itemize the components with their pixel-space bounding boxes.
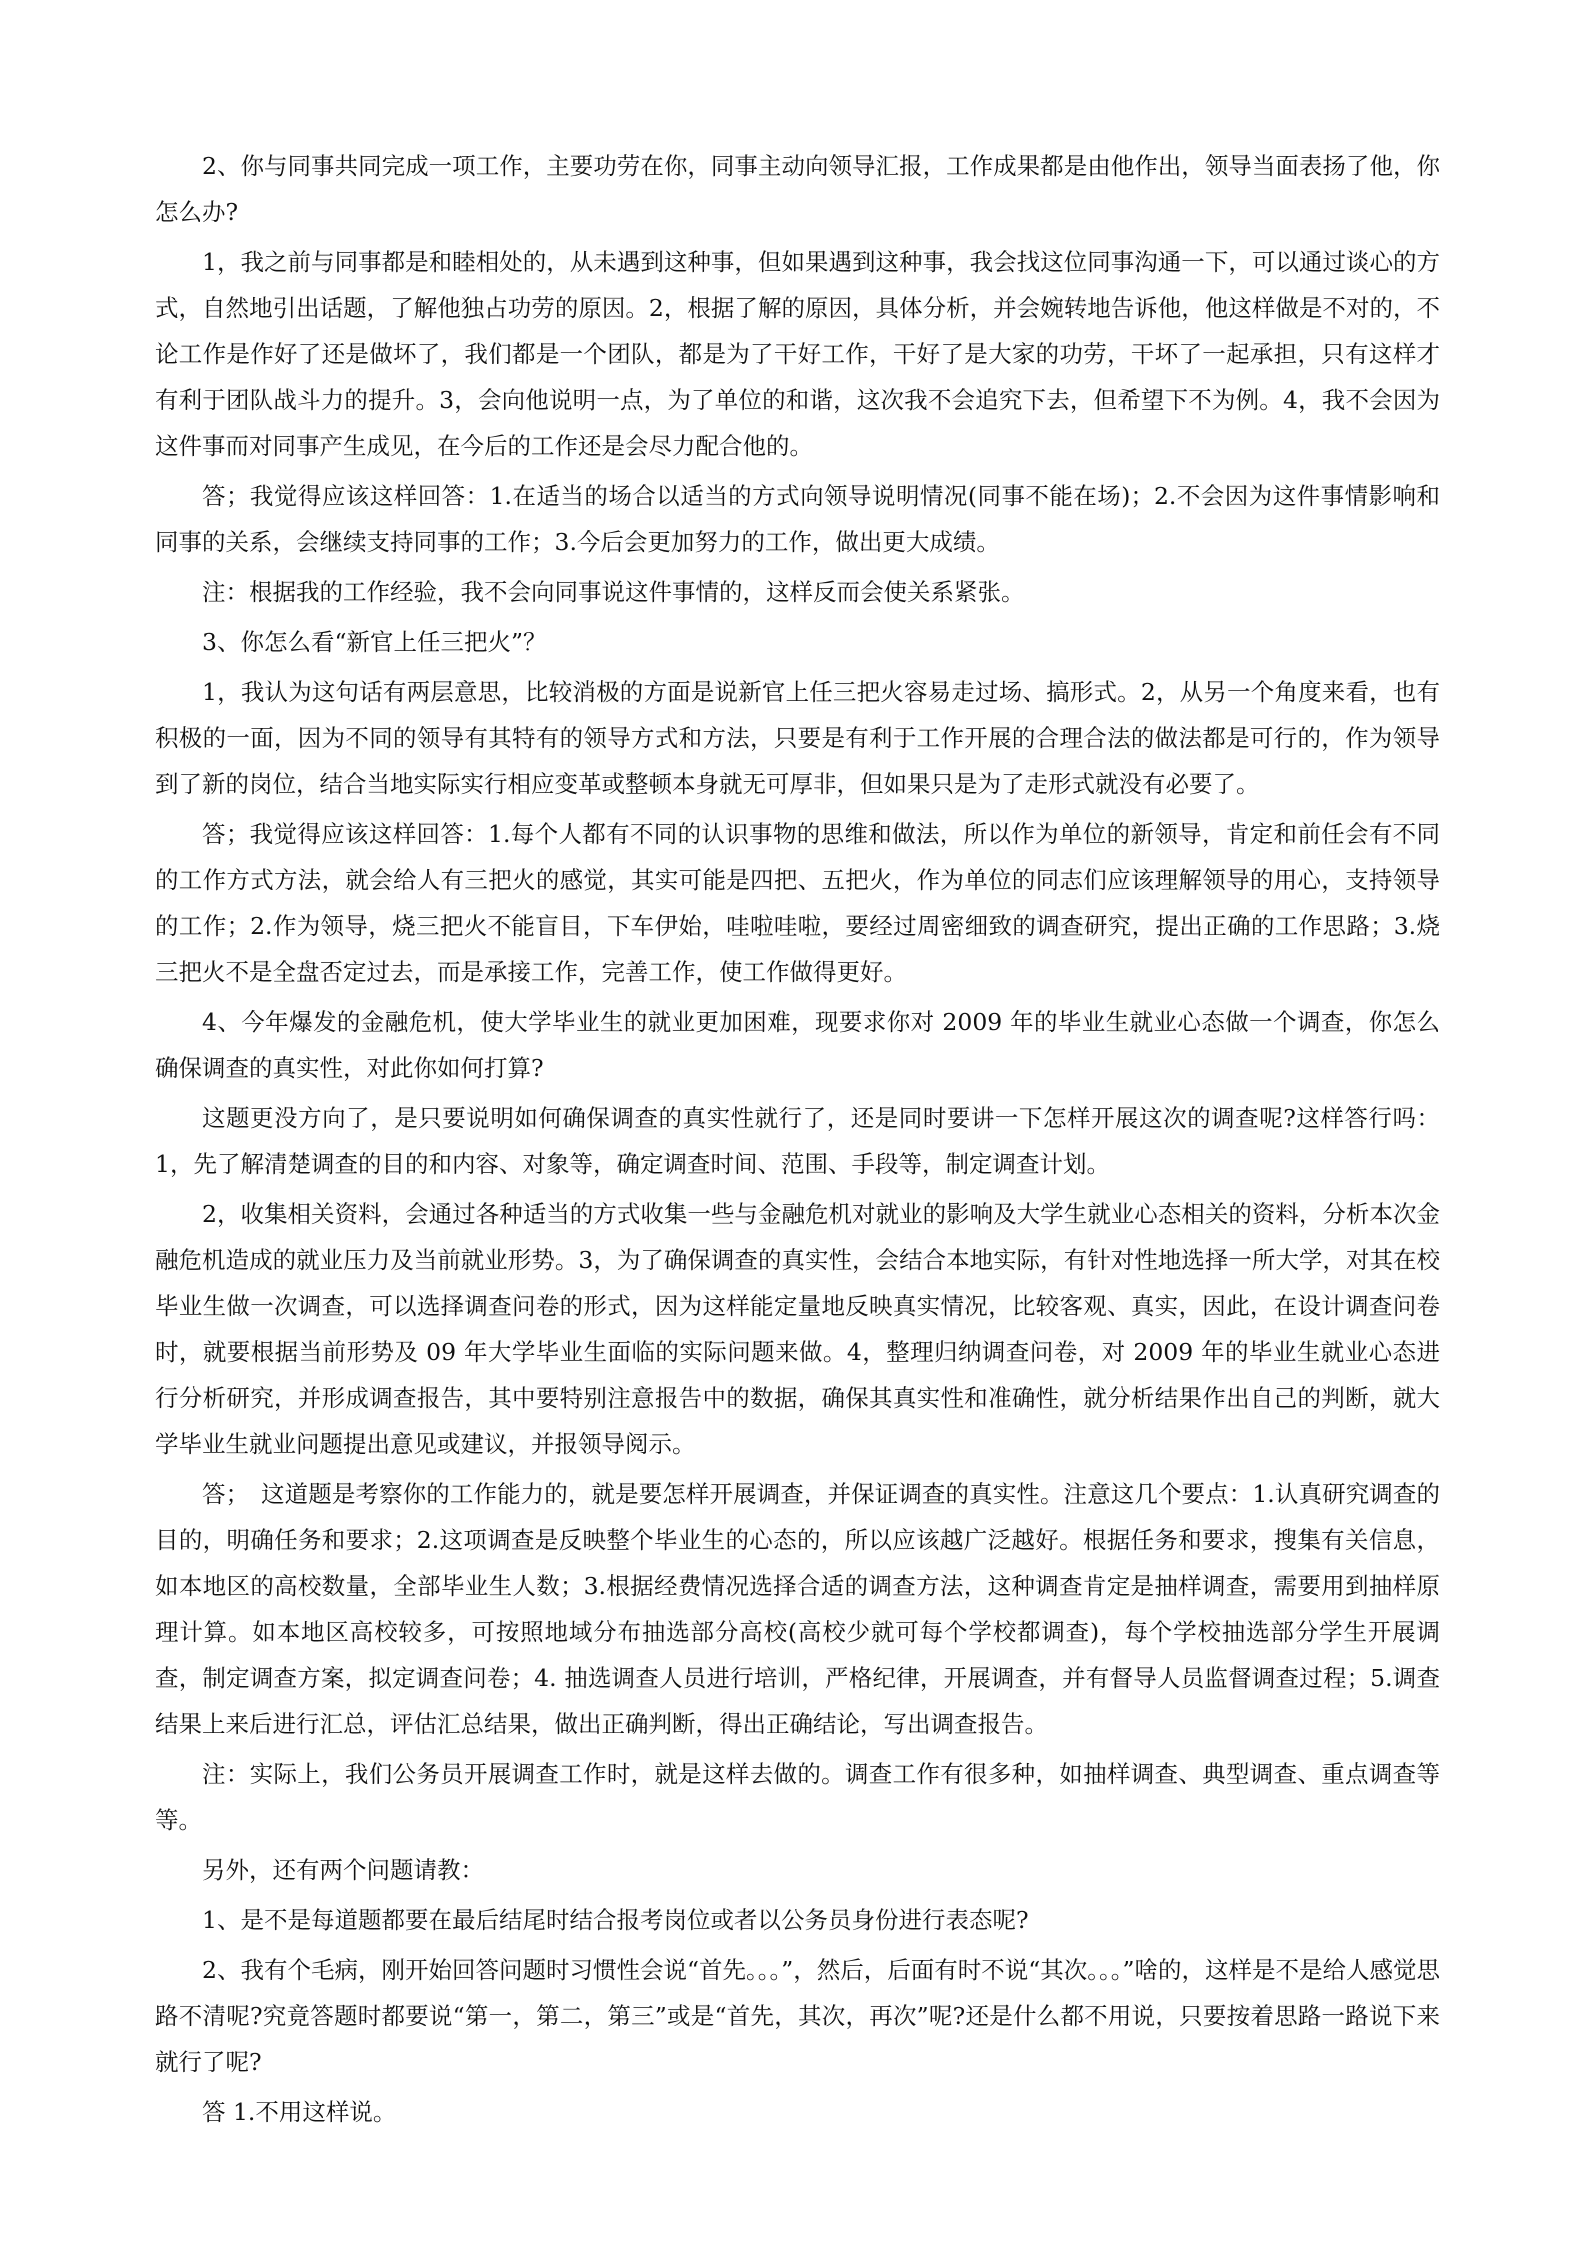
answer-4-draft-part1: 这题更没方向了，是只要说明如何确保调查的真实性就行了，还是同时要讲一下怎样开展这次的调查呢?这样答行吗：1，先了解清楚调查的目的和内容、对象等，确定调查时间、范围、手段等，制定调查计划。: [155, 1104, 1440, 1178]
answer-3-reply: 答；我觉得应该这样回答：1.每个人都有不同的认识事物的思维和做法，所以作为单位的新领导，肯定和前任会有不同的工作方式方法，就会给人有三把火的感觉，其实可能是四把、五把火，作为单位的同志们应该理解领导的用心，支持领导的工作；2.作为领导，烧三把火不能盲目，下车伊始，哇啦哇啦，要经过周密细致的调查研究，提出正确的工作思路；3.烧三把火不是全盘否定过去，而是承接工作，完善工作，使工作做得更好。: [155, 820, 1440, 986]
additional-question-2: 2、我有个毛病，刚开始回答问题时习惯性会说“首先。。。”，然后，后面有时不说“其次。。。”啥的，这样是不是给人感觉思路不清呢?究竟答题时都要说“第一，第二，第三”或是“首先，其次，再次”呢?还是什么都不用说，只要按着思路一路说下来就行了呢?: [155, 1956, 1441, 2076]
question-3: 3、你怎么看“新官上任三把火”？: [202, 628, 547, 656]
document-body: [155, 143, 1440, 2139]
answer-4-reply: 答； 这道题是考察你的工作能力的，就是要怎样开展调查，并保证调查的真实性。注意这几个要点：1.认真研究调查的目的，明确任务和要求；2.这项调查是反映整个毕业生的心态的，所以应该越广泛越好。根据任务和要求，搜集有关信息，如本地区的高校数量，全部毕业生人数；3.根据经费情况选择合适的调查方法，这种调查肯定是抽样调查，需要用到抽样原理计算。如本地区高校较多，可按照地域分布抽选部分高校(高校少就可每个学校都调查)，每个学校抽选部分学生开展调查，制定调查方案，拟定调查问卷；4. 抽选调查人员进行培训，严格纪律，开展调查，并有督导人员监督调查过程；5.调查结果上来后进行汇总，评估汇总结果，做出正确判断，得出正确结论，写出调查报告。: [155, 1480, 1440, 1738]
additional-questions-intro: 另外，还有两个问题请教：: [202, 1856, 484, 1884]
question-2: 2、你与同事共同完成一项工作，主要功劳在你，同事主动向领导汇报，工作成果都是由他作出，领导当面表扬了他，你怎么办?: [155, 152, 1440, 226]
additional-question-1: 1、是不是每道题都要在最后结尾时结合报考岗位或者以公务员身份进行表态呢?: [202, 1906, 1029, 1934]
additional-answer-1: 答 1.不用这样说。: [202, 2098, 397, 2126]
answer-2-note: 注：根据我的工作经验，我不会向同事说这件事情的，这样反而会使关系紧张。: [202, 578, 1025, 606]
question-4: 4、今年爆发的金融危机，使大学毕业生的就业更加困难，现要求你对 2009 年的毕业生就业心态做一个调查，你怎么确保调查的真实性，对此你如何打算?: [155, 1008, 1440, 1082]
answer-4-note: 注：实际上，我们公务员开展调查工作时，就是这样去做的。调查工作有很多种，如抽样调查、典型调查、重点调查等等。: [155, 1760, 1440, 1834]
answer-3-draft: 1，我认为这句话有两层意思，比较消极的方面是说新官上任三把火容易走过场、搞形式。2，从另一个角度来看，也有积极的一面，因为不同的领导有其特有的领导方式和方法，只要是有利于工作开展的合理合法的做法都是可行的，作为领导到了新的岗位，结合当地实际实行相应变革或整顿本身就无可厚非，但如果只是为了走形式就没有必要了。: [155, 678, 1440, 798]
answer-2-reply: 答；我觉得应该这样回答：1.在适当的场合以适当的方式向领导说明情况(同事不能在场)；2.不会因为这件事情影响和同事的关系，会继续支持同事的工作；3.今后会更加努力的工作，做出更大成绩。: [155, 482, 1440, 556]
answer-2-draft: 1，我之前与同事都是和睦相处的，从未遇到这种事，但如果遇到这种事，我会找这位同事沟通一下，可以通过谈心的方式，自然地引出话题，了解他独占功劳的原因。2，根据了解的原因，具体分析，并会婉转地告诉他，他这样做是不对的，不论工作是作好了还是做坏了，我们都是一个团队，都是为了干好工作，干好了是大家的功劳，干坏了一起承担，只有这样才有利于团队战斗力的提升。3，会向他说明一点，为了单位的和谐，这次我不会追究下去，但希望下不为例。4，我不会因为这件事而对同事产生成见，在今后的工作还是会尽力配合他的。: [155, 248, 1440, 460]
answer-4-draft-part2: 2，收集相关资料，会通过各种适当的方式收集一些与金融危机对就业的影响及大学生就业心态相关的资料，分析本次金融危机造成的就业压力及当前就业形势。3，为了确保调查的真实性，会结合本地实际，有针对性地选择一所大学，对其在校毕业生做一次调查，可以选择调查问卷的形式，因为这样能定量地反映真实情况，比较客观、真实，因此，在设计调查问卷时，就要根据当前形势及 09 年大学毕业生面临的实际问题来做。4，整理归纳调查问卷，对 2009 年的毕业生就业心态进行分析研究，并形成调查报告，其中要特别注意报告中的数据，确保其真实性和准确性，就分析结果作出自己的判断，就大学毕业生就业问题提出意见或建议，并报领导阅示。: [155, 1200, 1440, 1458]
